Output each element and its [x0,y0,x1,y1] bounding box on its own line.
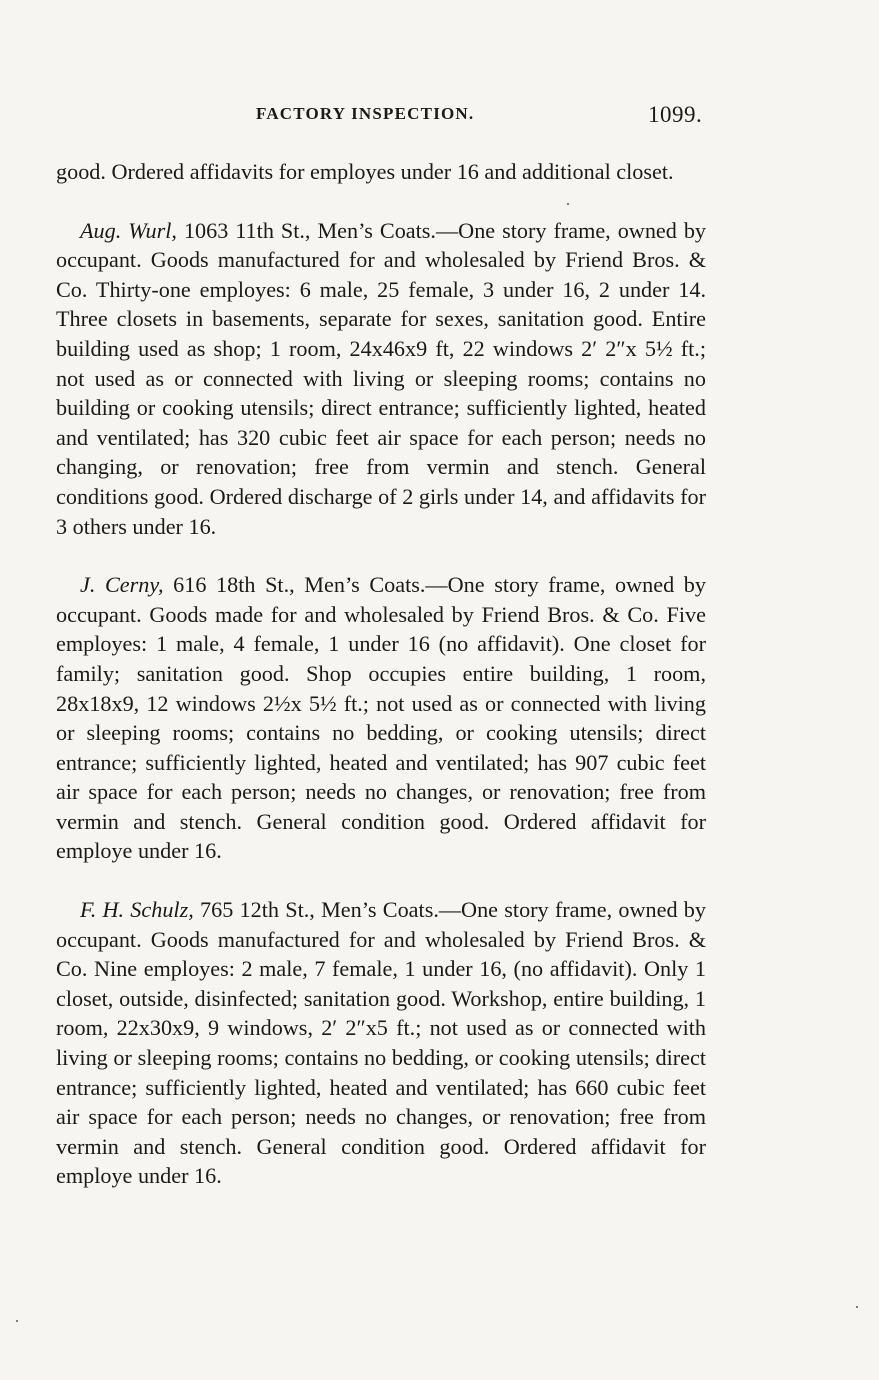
paper-speck [16,1320,18,1322]
entry-name: F. H. Schulz, [80,897,194,923]
paragraph-text: 765 12th St., Men’s Coats.—One story frame, owned by occupant. Goods manufactured for and wholesaled by Friend Bros. & Co. Nine employes: 2 male, 7 female, 1 under 16, (no affidavit). Only 1 closet, outside, disinfected; sanitation good. Workshop, entire building, 1 room, 22x30x9, 9 windows, 2′ 2″x5 ft.; not used as or connected with living or sleeping rooms; contains no bedding, or cooking utensils; direct entrance; sufficiently lighted, heated and ventilated; has 660 cubic feet air space for each person; needs no changes, or renovation; free from vermin and stench. General condition good. Ordered affidavit for employe under 16. [56,897,706,1189]
paper-speck [567,203,569,205]
page-number: 1099. [648,102,703,127]
paragraph-entry [56,570,706,866]
entry-name: J. Cerny, [80,572,164,598]
paragraph-entry [56,895,706,1191]
body-text [56,157,706,1191]
paragraph-entry [56,216,706,542]
paragraph-text: good. Ordered affidavits for employes under 16 and additional closet. [56,159,674,184]
page-title: FACTORY INSPECTION. [256,104,475,123]
paragraph-continuation [56,157,706,187]
entry-name: Aug. Wurl, [80,217,177,243]
paper-speck [856,1306,858,1308]
paragraph-text: 616 18th St., Men’s Coats.—One story frame, owned by occupant. Goods made for and wholesaled by Friend Bros. & Co. Five employes: 1 male, 4 female, 1 under 16 (no affidavit). One closet for family; sanitation good. Shop occupies entire building, 1 room, 28x18x9, 12 windows 2½x 5½ ft.; not used as or connected with living or sleeping rooms; contains no bedding, or cooking utensils; direct entrance; sufficiently lighted, heated and ventilated; has 907 cubic feet air space for each person; needs no changes, or renovation; free from vermin and stench. General condition good. Ordered affidavit for employe under 16. [56,572,706,864]
paragraph-text: 1063 11th St., Men’s Coats.—One story frame, owned by occupant. Goods manufactured for and wholesaled by Friend Bros. & Co. Thirty-one employes: 6 male, 25 female, 3 under 16, 2 under 14. Three closets in basements, separate for sexes, sanitation good. Entire building used as shop; 1 room, 24x46x9 ft, 22 windows 2′ 2″x 5½ ft.; not used as or connected with living or sleeping rooms; contains no building or cooking utensils; direct entrance; sufficiently lighted, heated and ventilated; has 320 cubic feet air space for each person; needs no changing, or renovation; free from vermin and stench. General conditions good. Ordered discharge of 2 girls under 14, and affidavits for 3 others under 16. [56,217,707,539]
running-head [0,104,879,134]
